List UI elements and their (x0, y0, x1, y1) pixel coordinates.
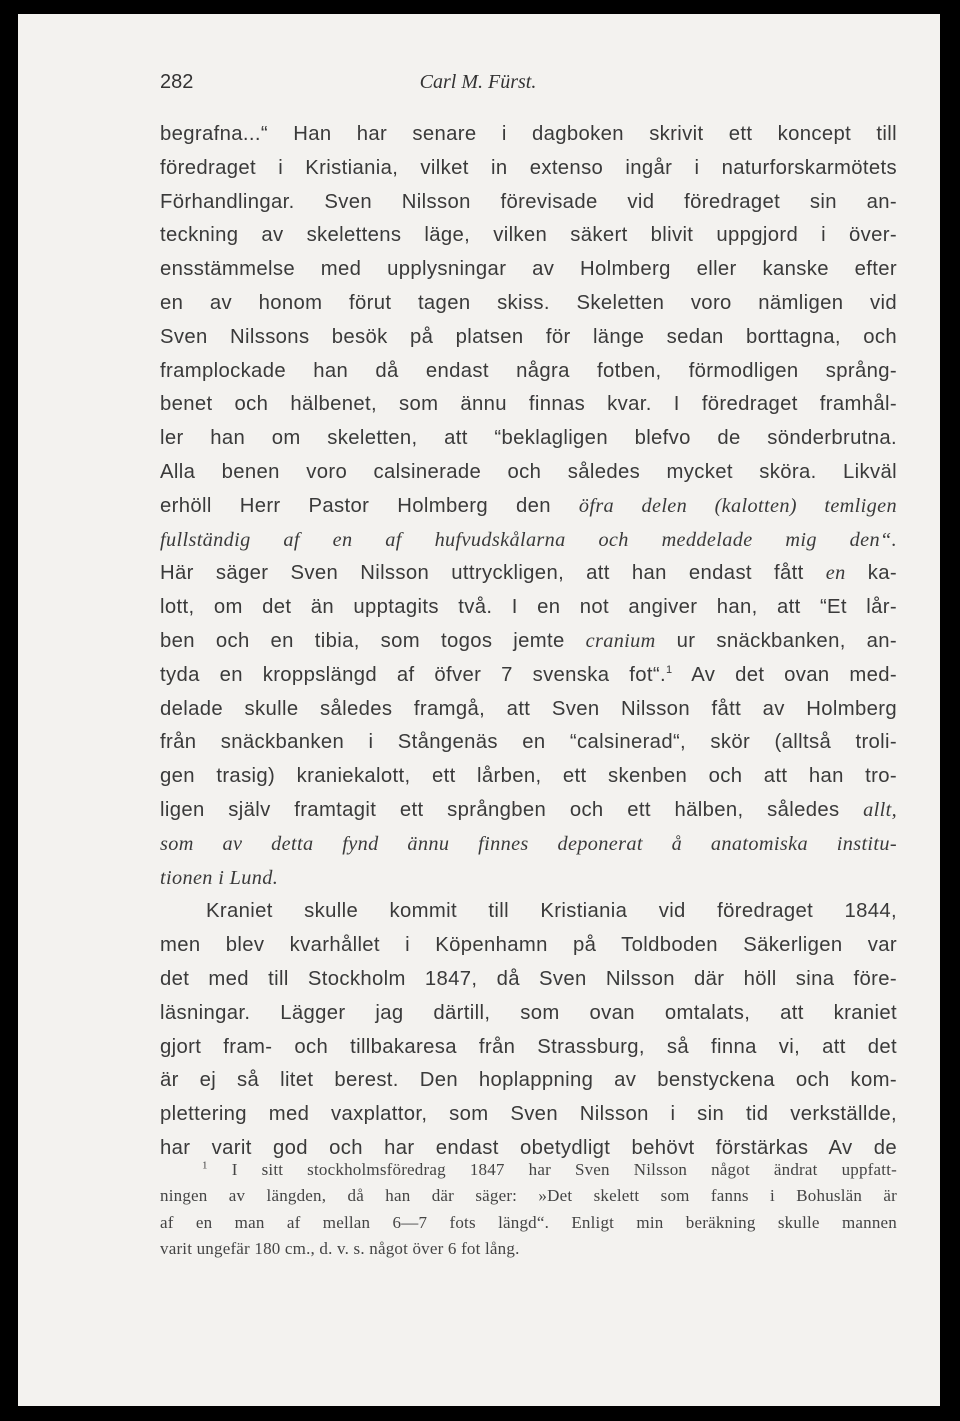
text-segment: Här säger Sven Nilsson uttryckligen, att han endast fått (160, 562, 804, 585)
text-line: är ej så litet berest. Den hoplappning av benstyckena och kom- (160, 1069, 897, 1092)
text-line: Förhandlingar. Sven Nilsson förevisade vid föredraget sin an- (160, 190, 897, 213)
text-line: från snäckbanken i Stångenäs en “calsinerad“, skör (alltså troli- (160, 731, 897, 754)
document-page (18, 14, 940, 1406)
body-text (160, 118, 897, 1166)
footnote-line: af en man af mellan 6—7 fots längd“. Enligt min beräkning skulle mannen (160, 1212, 897, 1232)
text-line (160, 625, 897, 659)
text-line: delade skulle således framgå, att Sven Nilsson fått av Holmberg (160, 697, 897, 720)
footnote-line (160, 1157, 897, 1183)
text-line-italic (160, 524, 897, 558)
italic-text: fullständig af en af hufvudskålarna och meddelade mig den“. (160, 528, 897, 551)
text-line (160, 490, 897, 524)
paragraph-start: Kraniet skulle kommit till Kristiania vid föredraget 1844, (206, 900, 897, 923)
page-header (160, 71, 796, 101)
text-line: det med till Stockholm 1847, då Sven Nilsson där höll sina före- (160, 967, 897, 990)
text-line: ensstämmelse med upplysningar av Holmberg eller kanske efter (160, 258, 897, 281)
footnote-line: ningen av längden, då han där säger: »Det skelett som fanns i Bohuslän är (160, 1186, 897, 1206)
text-line: begrafna...“ Han har senare i dagboken skrivit ett koncept till (160, 123, 897, 145)
italic-text: en (825, 562, 846, 585)
text-line: Sven Nilssons besök på platsen för länge sedan borttagna, och (160, 325, 897, 348)
page-number: 282 (160, 71, 194, 93)
text-segment: ben och en tibia, som togos jemte (160, 629, 565, 652)
footnote-text: I sitt stockholmsföredrag 1847 har Sven Nilsson något ändrat uppfatt- (231, 1160, 897, 1179)
text-line: gjort fram- och tillbakaresa från Strassburg, så finna vi, att det (160, 1035, 897, 1058)
footnote-marker: 1 (202, 1159, 208, 1172)
text-line: framplockade han då endast några fotben, förmodligen språng- (160, 359, 897, 382)
text-segment: ligen själv framtagit ett språngben och ett hälben, således (160, 798, 840, 821)
text-line: en av honom förut tagen skiss. Skeletten voro nämligen vid (160, 291, 897, 314)
text-line: gen trasig) kraniekalott, ett lårben, ett skenben och att han tro- (160, 765, 897, 788)
running-title: Carl M. Fürst. (419, 71, 537, 93)
text-line: plettering med vaxplattor, som Sven Nilsson i sin tid verkställde, (160, 1103, 897, 1126)
text-line: läsningar. Lägger jag därtill, som ovan omtalats, att kraniet (160, 1001, 897, 1024)
text-segment: tyda en kroppslängd af öfver 7 svenska fot“. (160, 663, 666, 686)
text-line: föredraget i Kristiania, vilket in extenso ingår i naturforskarmötets (160, 156, 897, 179)
text-line (160, 557, 897, 591)
text-line-italic (160, 828, 897, 862)
italic-text: allt, (863, 798, 897, 821)
text-line: har varit god och har endast obetydligt behövt förstärkas Av de (160, 1136, 897, 1159)
italic-text: tionen i Lund. (160, 866, 279, 889)
text-line (160, 794, 897, 828)
footnote-line: varit ungefär 180 cm., d. v. s. något över 6 fot lång. (160, 1238, 520, 1258)
text-line: teckning av skelettens läge, vilken säkert blivit uppgjord i över- (160, 224, 897, 247)
text-segment: ka- (867, 562, 897, 585)
italic-text: cranium (585, 629, 656, 652)
text-line-italic (160, 862, 897, 896)
text-line: ler han om skeletten, att “beklagligen blefvo de sönderbrutna. (160, 427, 897, 450)
text-segment: erhöll Herr Pastor Holmberg den (160, 494, 551, 517)
italic-text: som av detta fynd ännu finnes deponerat å anatomiska institu- (160, 832, 897, 855)
text-segment: ur snäckbanken, an- (676, 629, 897, 652)
text-line: Alla benen voro calsinerade och således mycket sköra. Likväl (160, 460, 897, 483)
footnote-reference: 1 (665, 663, 673, 676)
italic-text: öfra delen (kalotten) temligen (578, 494, 897, 517)
text-line: lott, om det än upptagits två. I en not angiver han, att “Et lår- (160, 596, 897, 619)
text-line: men blev kvarhållet i Köpenhamn på Toldboden Säkerligen var (160, 934, 897, 957)
text-line (160, 659, 897, 693)
text-line: benet och hälbenet, som ännu finnas kvar. I föredraget framhål- (160, 393, 897, 416)
footnote (160, 1157, 897, 1262)
text-segment: Av det ovan med- (691, 663, 898, 686)
